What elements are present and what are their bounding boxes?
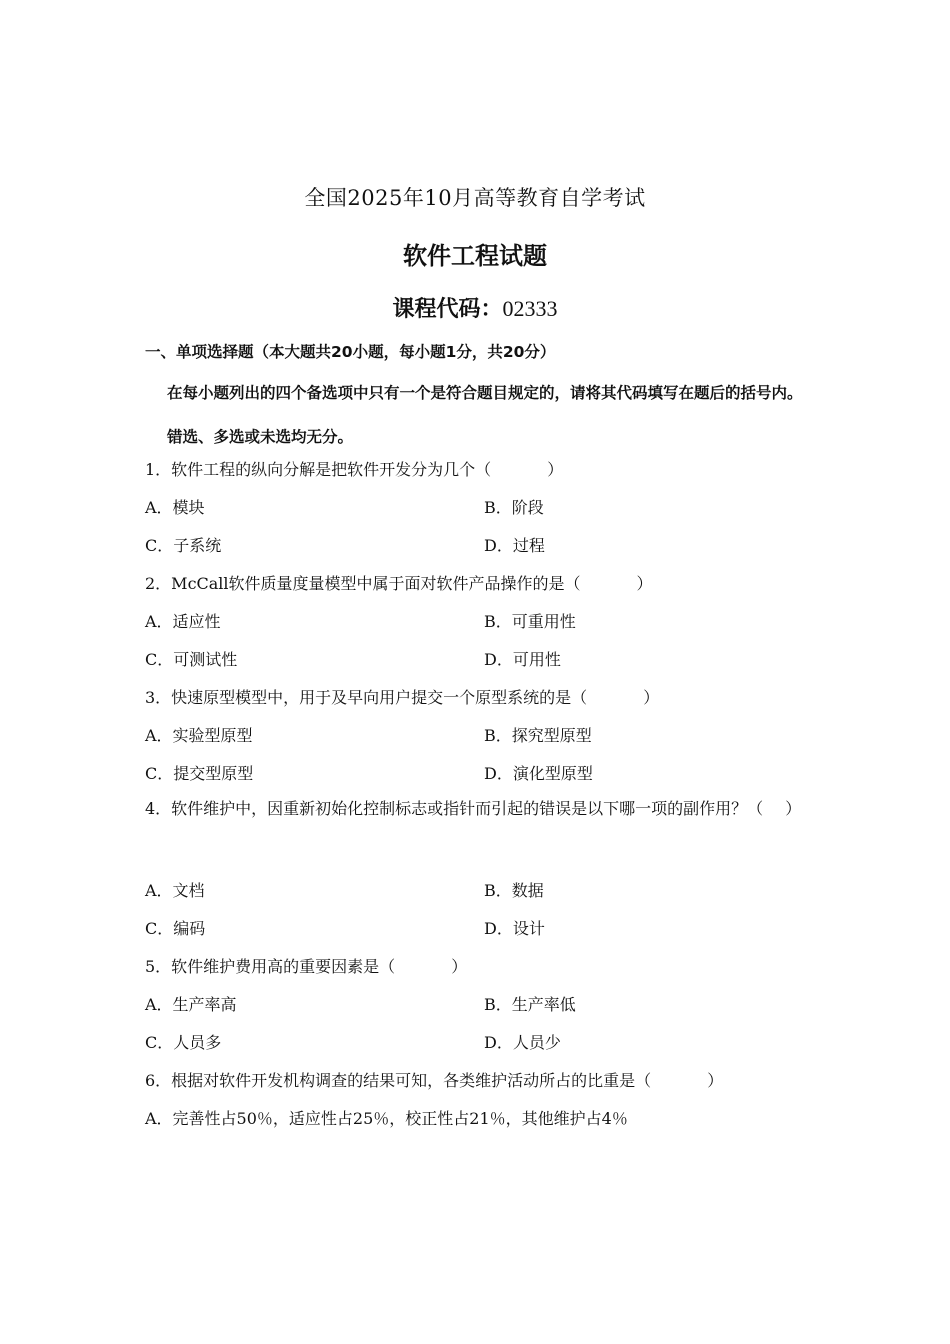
question-4: [145, 788, 805, 830]
option-b: B．阶段: [484, 498, 544, 517]
exam-title: 全国2025年10月高等教育自学考试: [304, 186, 646, 210]
course-code-value: 02333: [502, 296, 558, 321]
option-b: B．数据: [484, 881, 544, 900]
course-code: [0, 292, 950, 323]
question-close: ）: [636, 574, 653, 593]
question-stem: 2．McCall软件质量度量模型中属于面对软件产品操作的是（: [145, 574, 581, 593]
option-b: B．探究型原型: [484, 726, 592, 745]
question-close: ）: [785, 799, 802, 818]
question-6: [145, 1068, 723, 1091]
question-stem: 3．快速原型模型中，用于及早向用户提交一个原型系统的是（: [145, 688, 588, 707]
option-a: A．生产率高: [145, 995, 237, 1014]
option-b: B．可重用性: [484, 612, 576, 631]
question-close: ）: [451, 957, 468, 976]
option-d: D．人员少: [484, 1033, 561, 1052]
question-stem: 1．软件工程的纵向分解是把软件开发分为几个（: [145, 460, 492, 479]
option-c: C．人员多: [145, 1033, 222, 1052]
option-c: C．提交型原型: [145, 764, 254, 783]
section-heading: 一、单项选择题（本大题共20小题，每小题1分，共20分）: [145, 343, 556, 361]
subject-title: 软件工程试题: [403, 242, 547, 270]
option-c: C．可测试性: [145, 650, 238, 669]
question-3: [145, 685, 659, 708]
question-stem: 4．软件维护中，因重新初始化控制标志或指针而引起的错误是以下哪一项的副作用？（: [145, 799, 764, 818]
option-b: B．生产率低: [484, 995, 576, 1014]
question-5: [145, 954, 467, 977]
option-a: A．实验型原型: [145, 726, 253, 745]
question-close: ）: [707, 1071, 724, 1090]
option-d: D．可用性: [484, 650, 561, 669]
option-a: A．文档: [145, 881, 205, 900]
option-a: A．模块: [145, 498, 205, 517]
question-close: ）: [547, 460, 564, 479]
option-d: D．过程: [484, 536, 545, 555]
question-1: [145, 457, 563, 480]
question-stem: 6．根据对软件开发机构调查的结果可知，各类维护活动所占的比重是（: [145, 1071, 652, 1090]
option-d: D．演化型原型: [484, 764, 593, 783]
question-2: [145, 571, 653, 594]
option-c: C．子系统: [145, 536, 222, 555]
question-close: ）: [643, 688, 660, 707]
option-d: D．设计: [484, 919, 545, 938]
option-a: A．完善性占50％，适应性占25％，校正性占21％，其他维护占4％: [145, 1109, 628, 1128]
question-stem: 5．软件维护费用高的重要因素是（: [145, 957, 396, 976]
option-a: A．适应性: [145, 612, 221, 631]
course-code-label: 课程代码：: [392, 297, 503, 322]
option-c: C．编码: [145, 919, 206, 938]
section-instructions: 在每小题列出的四个备选项中只有一个是符合题目规定的，请将其代码填写在题后的括号内。错选、多选或未选均无分。: [167, 384, 803, 446]
